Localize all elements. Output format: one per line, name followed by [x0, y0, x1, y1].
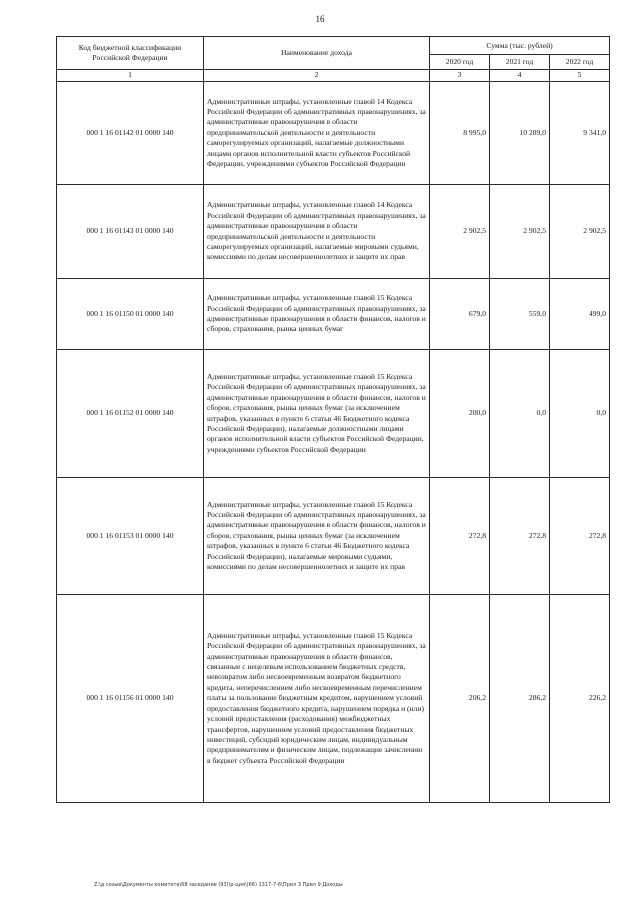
table-row [57, 350, 610, 478]
header-name: Наименование дохода [204, 37, 430, 70]
row-amount-2020: 2 902,5 [430, 185, 490, 279]
table-row [57, 478, 610, 595]
file-path-footer: Z:\д созыв\Документы комитета\68 заседание (93)\р-ция\(66) 1317-7-6\Прил 3 Прил 9 Доходы [94, 882, 343, 888]
row-amount-2022: 272,8 [550, 478, 610, 595]
row-amount-2022: 226,2 [550, 595, 610, 803]
row-amount-2020: 206,2 [430, 595, 490, 803]
row-amount-2020: 272,8 [430, 478, 490, 595]
row-amount-2021: 286,2 [490, 595, 550, 803]
col-number-1: 1 [57, 70, 204, 82]
row-code: 000 1 16 01143 01 0000 140 [57, 185, 204, 279]
col-number-2: 2 [204, 70, 430, 82]
row-name: Административные штрафы, установленные главой 14 Кодекса Российской Федерации об административных правонарушениях, за административные правонарушения в области предпринимательской деятельности и деятельности саморегулируемых организаций, налагаемые должностными лицами органов исполнительной власти субъектов Российской Федерации, учреждениями субъектов Российской Федерации [204, 82, 430, 185]
col-number-3: 3 [430, 70, 490, 82]
table-row [57, 82, 610, 185]
row-amount-2021: 272,8 [490, 478, 550, 595]
revenue-table [56, 36, 610, 803]
header-code: Код бюджетной классификации Российской Федерации [57, 37, 204, 70]
row-code: 000 1 16 01153 01 0000 140 [57, 478, 204, 595]
header-sum: Сумма (тыс. рублей) [430, 37, 610, 55]
row-amount-2020: 200,0 [430, 350, 490, 478]
row-amount-2022: 9 341,0 [550, 82, 610, 185]
row-amount-2020: 679,0 [430, 279, 490, 350]
col-number-4: 4 [490, 70, 550, 82]
row-code: 000 1 16 01156 01 0000 140 [57, 595, 204, 803]
page-number: 16 [315, 14, 325, 24]
header-year-2021: 2021 год [490, 55, 550, 70]
row-code: 000 1 16 01152 01 0000 140 [57, 350, 204, 478]
table-row [57, 595, 610, 803]
row-amount-2022: 499,0 [550, 279, 610, 350]
row-code: 000 1 16 01142 01 0000 140 [57, 82, 204, 185]
row-amount-2020: 8 995,0 [430, 82, 490, 185]
table-row [57, 185, 610, 279]
row-name: Административные штрафы, установленные главой 15 Кодекса Российской Федерации об административных правонарушениях, за административные правонарушения в области финансов, налогов и сборов, страхования, рынка ценных бумаг (за исключением штрафов, указанных в пункте 6 статьи 46 Бюджетного кодекса Российской Федерации), налагаемые должностными лицами органов исполнительной власти субъектов Российской Федерации, учреждениями субъектов Российской Федерации [204, 350, 430, 478]
row-amount-2021: 559,0 [490, 279, 550, 350]
row-name: Административные штрафы, установленные главой 14 Кодекса Российской Федерации об административных правонарушениях, за административные правонарушения в области предпринимательской деятельности и деятельности саморегулируемых организаций, налагаемые мировыми судьями, комиссиями по делам несовершеннолетних и защите их прав [204, 185, 430, 279]
header-year-2020: 2020 год [430, 55, 490, 70]
row-amount-2021: 2 902,5 [490, 185, 550, 279]
row-name: Административные штрафы, установленные главой 15 Кодекса Российской Федерации об административных правонарушениях, за административные правонарушения в области финансов, налогов и сборов, страхования, рынка ценных бумаг [204, 279, 430, 350]
row-name: Административные штрафы, установленные главой 15 Кодекса Российской Федерации об административных правонарушениях, за административные правонарушения в области финансов, налогов и сборов, страхования, рынка ценных бумаг (за исключением штрафов, указанных в пункте 6 статьи 46 Бюджетного кодекса Российской Федерации), налагаемые мировыми судьями, комиссиями по делам несовершеннолетних и защите их прав [204, 478, 430, 595]
table-row [57, 279, 610, 350]
row-amount-2022: 2 902,5 [550, 185, 610, 279]
row-amount-2022: 0,0 [550, 350, 610, 478]
row-amount-2021: 0,0 [490, 350, 550, 478]
row-name: Административные штрафы, установленные главой 15 Кодекса Российской Федерации об административных правонарушениях, за административные правонарушения в области финансов, связанные с нецелевым использованием бюджетных средств, невозвратом либо несвоевременным возвратом бюджетного кредита, неперечислением либо несвоевременным перечислением платы за пользование бюджетным кредитом, нарушением условий предоставления бюджетного кредита, нарушением порядка и (или) условий предоставления (расходования) межбюджетных трансфертов, нарушением условий предоставления бюджетных инвестиций, субсидий юридическим лицам, индивидуальным предпринимателям и физическим лицам, подлежащие зачислению в бюджет субъекта Российской Федерации [204, 595, 430, 803]
row-code: 000 1 16 01150 01 0000 140 [57, 279, 204, 350]
header-year-2022: 2022 год [550, 55, 610, 70]
col-number-5: 5 [550, 70, 610, 82]
row-amount-2021: 10 289,0 [490, 82, 550, 185]
